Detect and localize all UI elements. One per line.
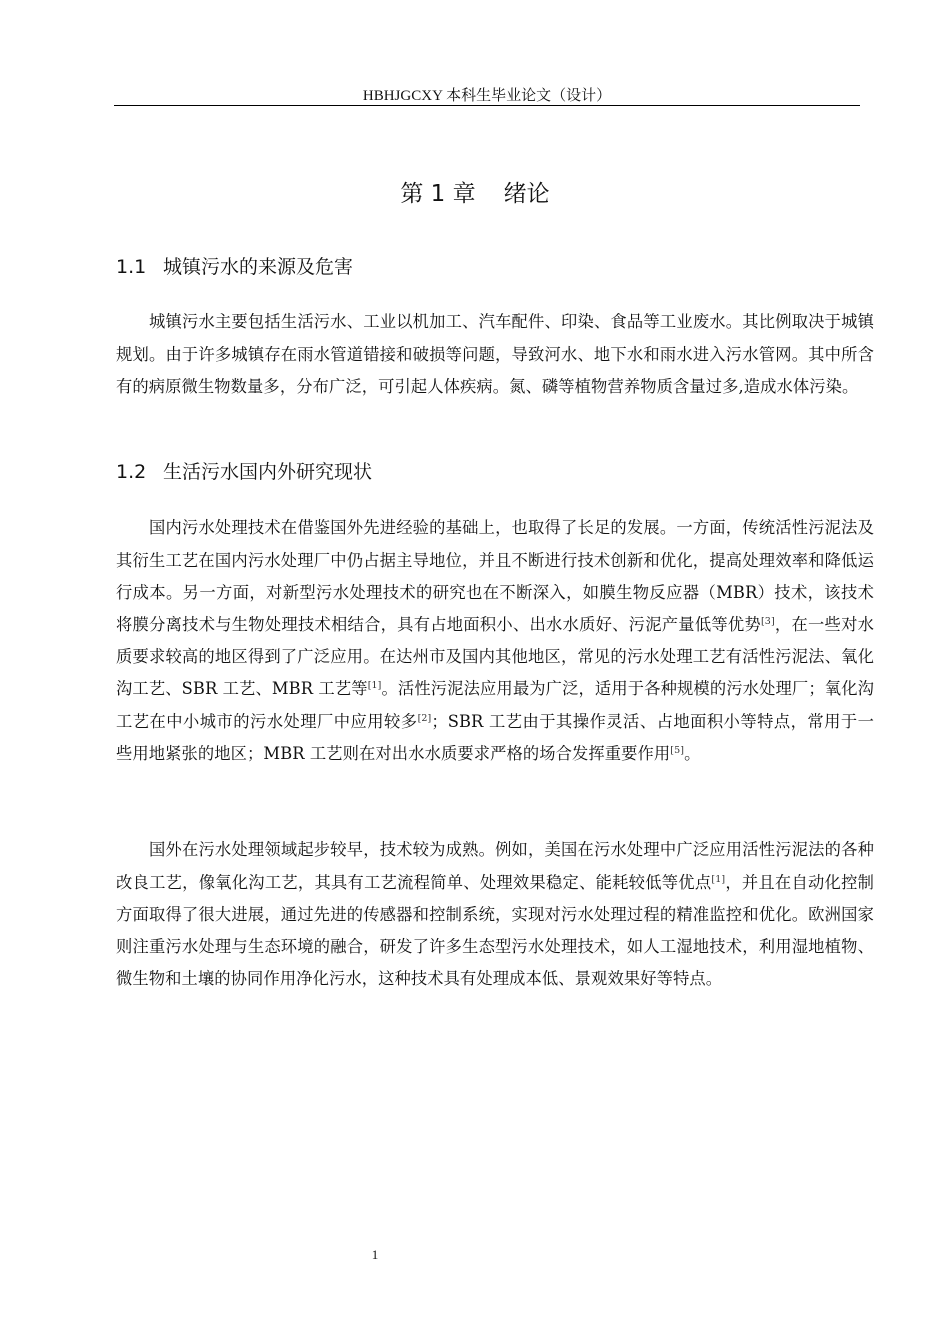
citation-ref[interactable]: [1]: [711, 873, 726, 885]
citation-ref[interactable]: [2]: [417, 712, 432, 724]
page-number: 1: [371, 1247, 379, 1262]
paragraph-sewage-sources: 城镇污水主要包括生活污水、工业以机加工、汽车配件、印染、食品等工业废水。其比例取决于城镇规划。由于许多城镇存在雨水管道错接和破损等问题，导致河水、地下水和雨水进入污水管网。其中所含有的病原微生物数量多，分布广泛，可引起人体疾病。氮、磷等植物营养物质含量过多,造成水体污染。: [116, 312, 874, 396]
section-title: 生活污水国内外研究现状: [163, 461, 373, 483]
header-divider: [114, 105, 860, 106]
section-heading-1-1: [116, 254, 353, 280]
citation-ref[interactable]: [5]: [670, 744, 685, 756]
paragraph-foreign-research: 国外在污水处理领域起步较早，技术较为成熟。例如，美国在污水处理中广泛应用活性污泥法的各种改良工艺，像氧化沟工艺，其具有工艺流程简单、处理效果稳定、能耗较低等优点[1]，并且在自动化控制方面取得了很大进展，通过先进的传感器和控制系统，实现对污水处理过程的精准监控和优化。欧洲国家则注重污水处理与生态环境的融合，研发了许多生态型污水处理技术，如人工湿地技术，利用湿地植物、微生物和土壤的协同作用净化污水，这种技术具有处理成本低、景观效果好等特点。: [116, 840, 875, 989]
citation-ref[interactable]: [3]: [761, 615, 775, 627]
section-heading-1-2: [116, 459, 372, 485]
paragraph-domestic-research: 国内污水处理技术在借鉴国外先进经验的基础上，也取得了长足的发展。一方面，传统活性污泥法及其衍生工艺在国内污水处理厂中仍占据主导地位，并且不断进行技术创新和优化，提高处理效率和降低运行成本。另一方面，对新型污水处理技术的研究也在不断深入，如膜生物反应器（MBR）技术，该技术将膜分离技术与生物处理技术相结合，具有占地面积小、出水水质好、污泥产量低等优势[3]，在一些对水质要求较高的地区得到了广泛应用。在达州市及国内其他地区，常见的污水处理工艺有活性污泥法、氧化沟工艺、SBR 工艺、MBR 工艺等[1]。活性污泥法应用最为广泛，适用于各种规模的污水处理厂；氧化沟工艺在中小城市的污水处理厂中应用较多[2]；SBR 工艺由于其操作灵活、占地面积小等特点，常用于一些用地紧张的地区；MBR 工艺则在对出水水质要求严格的场合发挥重要作用[5]。: [116, 518, 874, 763]
chapter-title: 绪论: [503, 181, 550, 207]
chapter-number: 第 1 章: [400, 181, 476, 207]
page-header: HBHJGCXY 本科生毕业论文（设计）: [362, 88, 612, 104]
section-number: 1.2: [116, 461, 147, 483]
section-title: 城镇污水的来源及危害: [163, 256, 354, 278]
citation-ref[interactable]: [1]: [367, 680, 382, 692]
section-number: 1.1: [116, 256, 147, 278]
chapter-heading: [0, 178, 950, 210]
